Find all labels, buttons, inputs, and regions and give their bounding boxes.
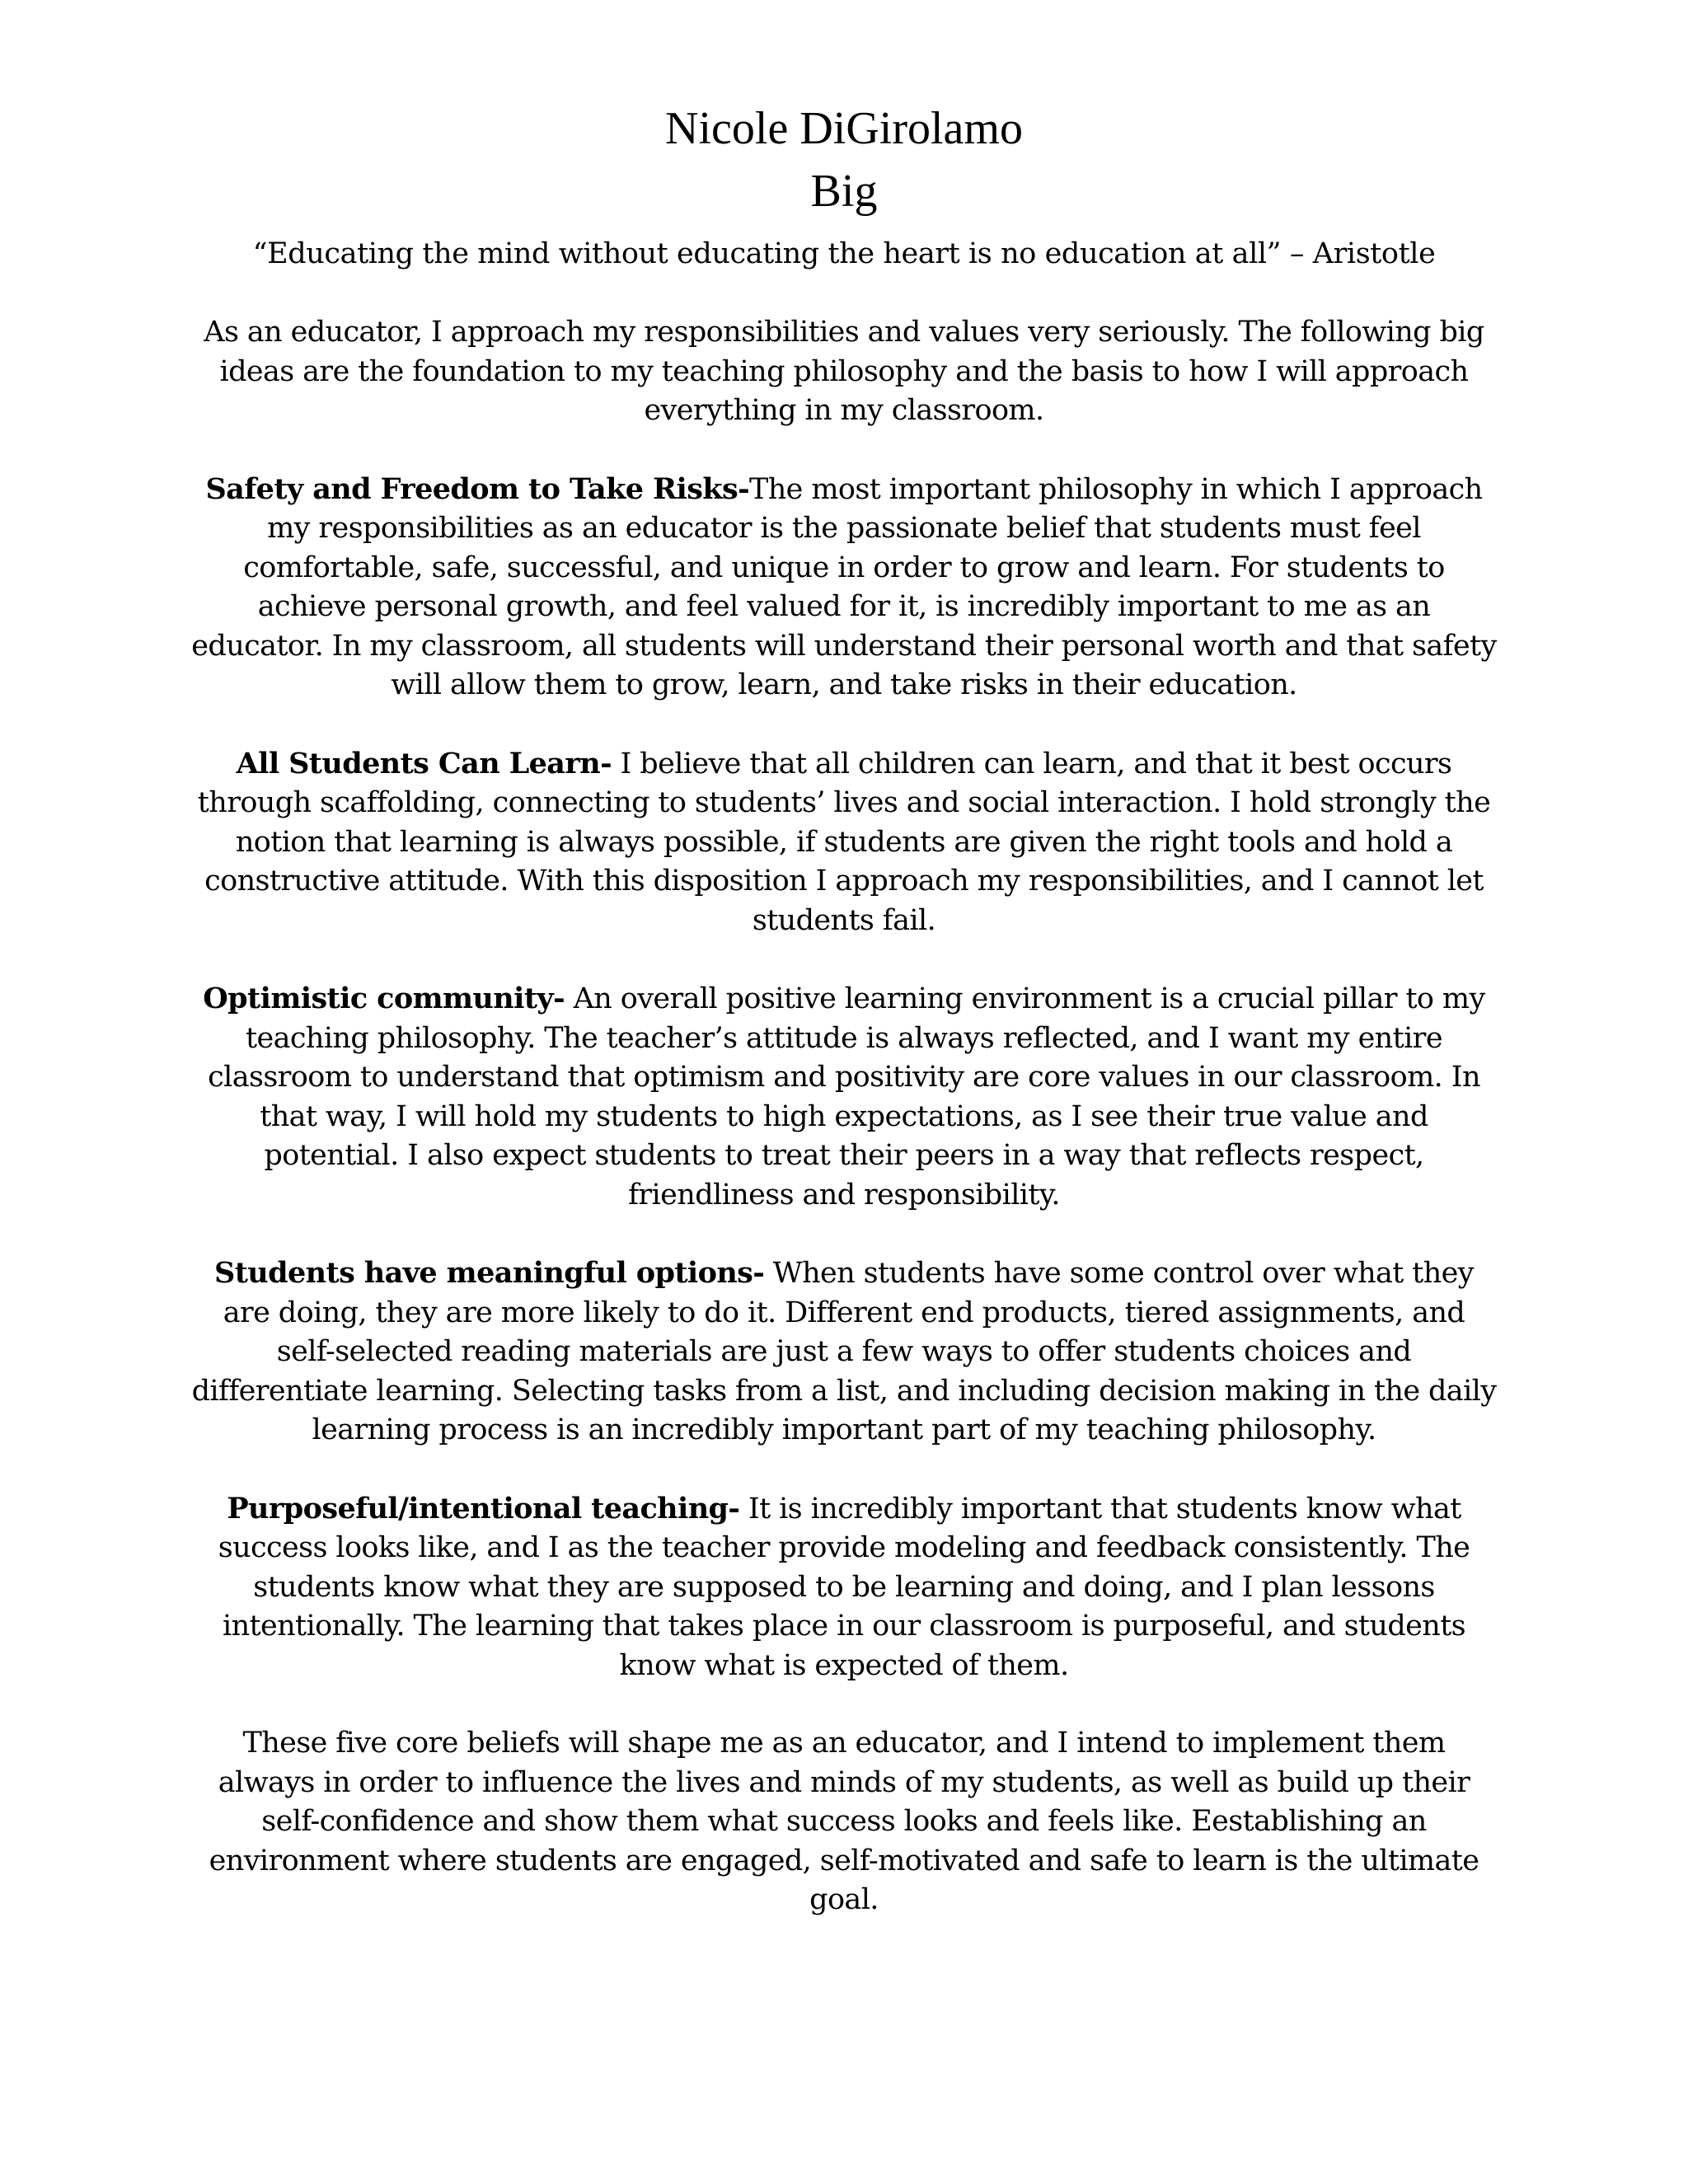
section-purposeful-teaching (191, 1489, 1497, 1686)
section-heading: Safety and Freedom to Take Risks- (205, 471, 749, 506)
intro-paragraph: As an educator, I approach my responsibilities and values very seriously. The following big ideas are the foundation to my teaching philosophy and the basis to how I will approach everything in my classroom. (204, 316, 1484, 427)
document-page (191, 97, 1497, 1920)
section-body: When students have some control over what they are doing, they are more likely to do it. Different end products, tiered assignments, and self-selected reading materials are just a few ways to offer students choices and differentiate learning. Selecting tasks from a list, and including decision making in the daily learning process is an incredibly important part of my teaching philosophy. (191, 1257, 1497, 1446)
section-safety (191, 470, 1497, 705)
section-heading: All Students Can Learn- (236, 746, 612, 780)
section-body: I believe that all children can learn, and that it best occurs through scaffolding, connecting to students’ lives and social interaction. I hold strongly the notion that learning is always possible, if students are given the right tools and hold a constructive attitude. With this disposition I approach my responsibilities, and I cannot let students fail. (197, 747, 1491, 937)
author-name: Nicole DiGirolamo (665, 103, 1023, 154)
section-heading: Students have meaningful options- (214, 1256, 765, 1290)
section-body: It is incredibly important that students know what success looks like, and I as the teacher provide modeling and feedback consistently. The students know what they are supposed to be learning and doing, and I plan lessons intentionally. The learning that takes place in our classroom is purposeful, and students know what is expected of them. (218, 1492, 1470, 1682)
conclusion-paragraph: These five core beliefs will shape me as an educator, and I intend to implement them always in order to influence the lives and minds of my students, as well as build up their self-confidence and show them what success looks and feels like. Eestablishing an environment where students are engaged, self-motivated and safe to learn is the ultimate goal. (209, 1727, 1479, 1916)
section-body: The most important philosophy in which I approach my responsibilities as an educator is the passionate belief that students must feel comfortable, safe, successful, and unique in order to grow and learn. For students to achieve personal growth, and feel valued for it, is incredibly important to me as an educator. In my classroom, all students will understand their personal worth and that safety will allow them to grow, learn, and take risks in their education. (191, 472, 1497, 701)
section-heading: Optimistic community- (203, 982, 565, 1015)
document-subtitle: Big (810, 166, 878, 217)
section-body: An overall positive learning environment is a crucial pillar to my teaching philosophy. The teacher’s attitude is always reflected, and I want my entire classroom to understand that optimism and positivity are core values in our classroom. In that way, I will hold my students to high expectations, as I see their true value and potential. I also expect students to treat their peers in a way that reflects respect, friendliness and responsibility. (208, 982, 1485, 1212)
section-meaningful-options (191, 1254, 1497, 1451)
epigraph-quote: “Educating the mind without educating the heart is no education at all” – Aristotle (252, 237, 1436, 270)
section-optimistic-community (191, 979, 1497, 1215)
section-all-students-can-learn (191, 744, 1497, 941)
section-heading: Purposeful/intentional teaching- (227, 1491, 740, 1526)
